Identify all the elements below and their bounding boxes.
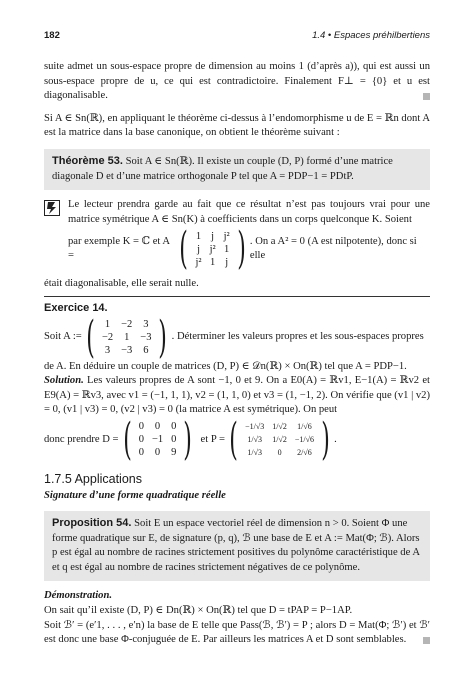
matrix-a bbox=[102, 318, 152, 357]
end-of-proof-icon bbox=[423, 637, 430, 644]
p-pre: et P = bbox=[200, 433, 225, 445]
warning-lightning-icon bbox=[44, 200, 60, 216]
matrix-cell: 3 bbox=[104, 345, 111, 357]
matrix-cell: 2/√6 bbox=[297, 448, 312, 458]
matrix-cell: 6 bbox=[143, 345, 149, 357]
exercise-title: Exercice 14. bbox=[44, 301, 108, 314]
d-pre: donc prendre D = bbox=[44, 433, 119, 445]
exercise-pre-matrix: Soit A := bbox=[44, 331, 82, 343]
exercise-matrix-row bbox=[44, 311, 430, 363]
right-paren: ) bbox=[237, 223, 246, 275]
left-paren: ( bbox=[179, 223, 189, 275]
warning-line-1: Le lecteur prendra garde au fait que ce résultat n’est pas toujours vrai pour une matrice symétrique A ∈ Sn(K) à coefficients dans un corps quelconque K. Soient bbox=[68, 199, 430, 225]
matrix-cell: 0 bbox=[277, 448, 282, 458]
matrix-cell: 1/√3 bbox=[247, 448, 262, 458]
left-paren: ( bbox=[122, 413, 132, 465]
matrix-cell: j² bbox=[209, 243, 216, 255]
solution-label: Solution. bbox=[44, 375, 84, 387]
matrix-cell: 1/√6 bbox=[297, 422, 312, 432]
matrix-cell: 1 bbox=[224, 243, 230, 255]
matrix-cell: −3 bbox=[140, 332, 152, 344]
matrix-cell: 0 bbox=[154, 421, 161, 433]
matrix-cell: 0 bbox=[138, 421, 144, 433]
page-number: 182 bbox=[44, 30, 60, 41]
matrix-cell: 9 bbox=[171, 447, 177, 459]
subsection-subtitle: Signature d’une forme quadratique réelle bbox=[44, 489, 226, 501]
left-paren: ( bbox=[229, 413, 238, 465]
solution-paragraph bbox=[44, 374, 430, 418]
si-paragraph: Si A ∈ Sn(ℝ), en appliquant le théorème ci-dessus à l’endomorphisme u de E = ℝn dont A est la matrice dans la base canonique, on obtient le théorème suivant : bbox=[44, 112, 430, 139]
theorem-box bbox=[44, 149, 430, 190]
right-paren: ) bbox=[158, 311, 168, 363]
matrix-cell: 1 bbox=[209, 256, 216, 268]
intro-paragraph bbox=[44, 60, 430, 104]
matrix-cell: 1/√2 bbox=[272, 435, 287, 445]
proposition-title: Proposition 54. bbox=[52, 517, 132, 530]
warning-pre-matrix: par exemple K = ℂ et A = bbox=[68, 235, 170, 262]
theorem-text: Soit A ∈ Sn(ℝ). Il existe un couple (D, P) formé d’une matrice diagonale D et d’une matrice orthogonale P tel que A = PDP−1 = PDtP. bbox=[52, 155, 393, 182]
matrices-end: . bbox=[334, 433, 337, 445]
matrix-cell: 0 bbox=[171, 434, 177, 446]
demonstration-line-2 bbox=[44, 619, 430, 648]
matrix-cell: 0 bbox=[154, 447, 161, 459]
proposition-text: Soit E un espace vectoriel réel de dimension n > 0. Soient Φ une forme quadratique sur E, de signature (p, q), ℬ une base de E et A := Mat(Φ; ℬ). Alors p est égal au nombre de racines strictement positives du polynôme caractéristique de A et q est égal au nombre de racines strictement négatives de ce polynôme. bbox=[52, 518, 420, 573]
matrix-d bbox=[139, 420, 177, 459]
matrix-cell: 1 bbox=[124, 332, 130, 344]
matrix-cell: 1 bbox=[195, 230, 202, 242]
section-title: 1.4 • Espaces préhilbertiens bbox=[312, 30, 430, 41]
theorem-title: Théorème 53. bbox=[52, 154, 123, 167]
matrix-a-complex bbox=[195, 230, 229, 269]
matrix-cell: −1 bbox=[151, 434, 164, 446]
right-paren: ) bbox=[321, 413, 330, 465]
solution-text: Les valeurs propres de A sont −1, 0 et 9. On a E0(A) = ℝv1, E−1(A) = ℝv2 et E9(A) = ℝv3, avec v1 = (−1, 1, 1), v2 = (1, 1, 0) et v3 = (1, −1, 2). On vérifie que (v1 | v2) = 0, (v1 | v3) = 0, (v2 | v3) = 0 (la matrice A est symétrique). On peut bbox=[44, 375, 430, 416]
matrix-cell: j bbox=[197, 243, 200, 255]
matrix-cell: j² bbox=[195, 256, 202, 268]
matrix-cell: 1/√2 bbox=[272, 422, 287, 432]
divider bbox=[44, 296, 430, 297]
solution-matrices-row bbox=[44, 413, 430, 465]
matrix-cell: 3 bbox=[143, 319, 149, 331]
matrix-cell: j bbox=[211, 230, 215, 242]
demonstration-text: Soit ℬ′ = (e′1, . . . , e′n) la base de E telle que Pass(ℬ, ℬ′) = P ; alors D = Mat(Φ; ℬ′) et ℬ′ est donc une base Φ-conjuguée de E. Par ailleurs les matrices A et D sont semblables. bbox=[44, 619, 430, 646]
warning-line-3: était diagonalisable, elle serait nulle. bbox=[44, 278, 199, 290]
warning-text-block bbox=[68, 198, 430, 275]
warning-post-matrix: . On a A² = 0 (A est nilpotente), donc si elle bbox=[249, 235, 417, 262]
page-header bbox=[44, 30, 430, 41]
matrix-cell: 0 bbox=[171, 421, 177, 433]
matrix-cell: −1/√6 bbox=[294, 435, 314, 445]
intro-text: suite admet un sous-espace propre de dimension au moins 1 (d’après a)), qui est aussi un sous-espace propre de u, ce qui est contradictoire. Finalement F⊥ = {0} et u est diagonalisable. bbox=[44, 61, 430, 102]
warning-matrix-row bbox=[68, 223, 430, 275]
exercise-line-2: de A. En déduire un couple de matrices (D, P) ∈ 𝒟n(ℝ) × On(ℝ) tel que A = PDP−1. bbox=[44, 360, 407, 372]
demonstration-line-1: On sait qu’il existe (D, P) ∈ Dn(ℝ) × On(ℝ) tel que D = tPAP = P−1AP. bbox=[44, 605, 353, 617]
matrix-cell: 0 bbox=[138, 434, 144, 446]
page-content bbox=[44, 60, 430, 648]
matrix-cell: j² bbox=[223, 230, 230, 242]
matrix-p bbox=[245, 420, 314, 459]
demonstration-title: Démonstration. bbox=[44, 590, 112, 602]
exercise-post-matrix: . Déterminer les valeurs propres et les sous-espaces propres bbox=[171, 331, 424, 343]
matrix-cell: −1/√3 bbox=[245, 422, 265, 432]
left-paren: ( bbox=[86, 311, 95, 363]
matrix-cell: −3 bbox=[121, 345, 133, 357]
proposition-box bbox=[44, 511, 430, 581]
right-paren: ) bbox=[183, 413, 193, 465]
warning-block bbox=[44, 198, 430, 275]
matrix-cell: −2 bbox=[121, 319, 133, 331]
matrix-cell: 0 bbox=[138, 447, 144, 459]
matrix-cell: 1 bbox=[104, 319, 111, 331]
matrix-cell: −2 bbox=[101, 332, 114, 344]
end-of-proof-icon bbox=[423, 93, 430, 100]
matrix-cell: 1/√3 bbox=[247, 435, 262, 445]
matrix-cell: j bbox=[225, 256, 229, 268]
subsection-title: 1.7.5 Applications bbox=[44, 471, 142, 486]
